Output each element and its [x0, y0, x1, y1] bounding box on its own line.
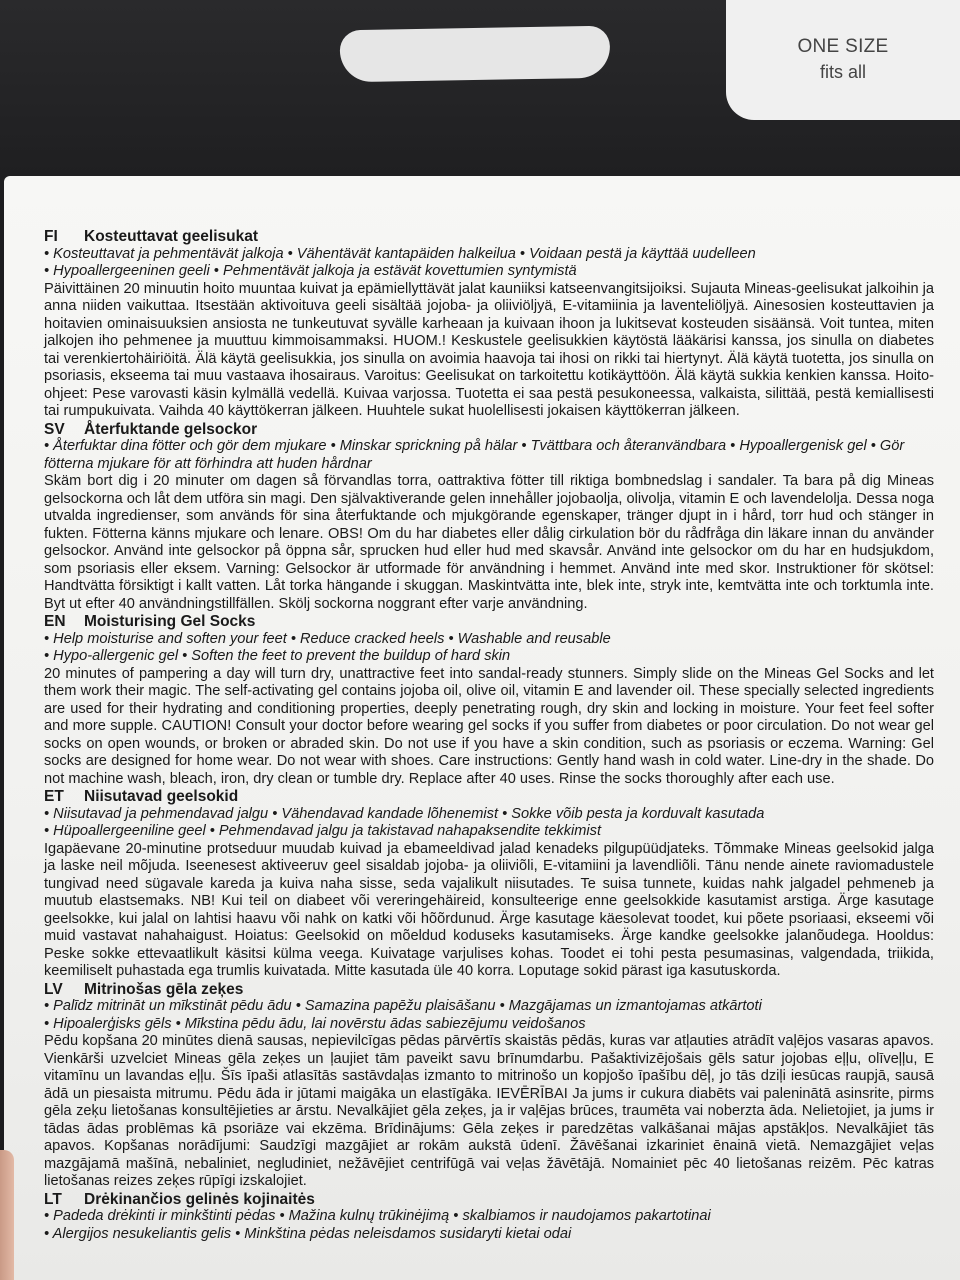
section-en — [44, 613, 934, 788]
bullet-line: • Palīdz mitrināt un mīkstināt pēdu ādu • Samazina papēžu plaisāšanu • Mazgājamas un izmantojamas atkārtoti — [44, 998, 762, 1014]
size-badge — [726, 0, 960, 120]
section-sv — [44, 421, 934, 614]
bullet-line: • Hypoallergeeninen geeli • Pehmentävät jalkoja ja estävät kovettumien syntymistä — [44, 263, 577, 279]
bullet-line: • Hipoalerģisks gēls • Mīkstina pēdu ādu, lai novērstu ādas sabiezējumu veidošanos — [44, 1015, 586, 1032]
bullet-line: • Alergijos nesukeliantis gelis • Minkština pėdas neleisdamos susidaryti kietai odai — [44, 1225, 572, 1242]
language-code: LT — [44, 1190, 62, 1208]
section-fi — [44, 228, 934, 421]
section-heading — [44, 421, 934, 439]
section-body: Pēdu kopšana 20 minūtes dienā sausas, nepievilcīgas pēdas pārvērtīs skaistās pēdās, kuras var atļauties atrādīt vaļējos vasaras apavos. Vienkārši uzvelciet Mineas gēla zeķes un ļaujiet tām paveikt savu brīnumdarbu. Pašaktivizējošais gēls satur jojobas eļļu, olīveļļu, E vitamīnu un lavandas eļļu. Šīs īpaši atlasītās sastāvdaļas izmanto to mitrinošo un kopjošo īpašību dēļ, jo tās dziļi iesūcas raupjā, sausā ādā un piesaista mitrumu. Pēdu āda ir jūtami maigāka un elastīgāka. IEVĒRĪBAI Ja jums ir cukura diabēts vai paleninātā asinsrite, pirms gēla zeķu lietošanas konsultējieties ar ārstu. Nevalkājiet gēla zeķes, ja ir vaļējas brūces, traumēta vai noberzta āda. Nelietojiet, ja jums ir tādas ādas problēmas kā psoriāze vai ekzēma. Brīdinājums: Gēla zeķes ir paredzētas valkāšanai mājas apstākļos. Nevalkājiet tās apavos. Kopšanas norādījumi: Saudzīgi mazgājiet ar rokām aukstā ūdenī. Žāvēšanai izkariniet ēnainā vietā. Nemazgājiet veļas mazgājamā mašīnā, nebaliniet, negludiniet, nežāvējiet centrifūgā vai veļas žāvētājā. Nomainiet pēc 40 lietošanas reizēm. Pēc katras lietošanas reizes zeķes rūpīgi izskalojiet. — [44, 1033, 934, 1189]
bullet-line: • Återfuktar dina fötter och gör dem mjukare • Minskar sprickning på hälar • Tvättbara och återanvändbara • Hypoallergenisk gel • Gör fötterna mjukare för att förhindra att huden hårdnar — [44, 438, 905, 472]
section-lt — [44, 1191, 934, 1244]
section-title: Mitrinošas gēla zeķes — [84, 980, 244, 998]
language-code: FI — [44, 228, 58, 245]
section-title: Kosteuttavat geelisukat — [84, 228, 258, 245]
bullet-line: • Kosteuttavat ja pehmentävät jalkoja • Vähentävät kantapäiden halkeilua • Voidaan pestä ja käyttää uudelleen — [44, 245, 756, 262]
instruction-card — [4, 176, 960, 1280]
language-code: EN — [44, 613, 66, 630]
section-heading — [44, 228, 934, 246]
language-code: ET — [44, 788, 64, 805]
finger-edge — [0, 1150, 14, 1280]
bullet-line: • Padeda drėkinti ir minkštinti pėdas • Mažina kulnų trūkinėjimą • skalbiamos ir naudojamos pakartotinai — [44, 1208, 711, 1224]
bullet-line: • Hüpoallergeeniline geel • Pehmendavad jalgu ja takistavad nahapaksendite tekkimist — [44, 823, 602, 839]
multilingual-text — [44, 228, 934, 1243]
packaging-header — [0, 0, 960, 190]
section-body: Skäm bort dig i 20 minuter om dagen så förvandlas torra, oattraktiva fötter till riktiga bombnedslag i sandaler. Ta bara på dig Mineas gelsockorna och låt dem utföra sin magi. Den självaktiverande gelen innehåller jojobaolja, olivolja, vitamin E och lavendelolja. Dessa noga utvalda ingredienser, som används för sina återfuktande och mjukgörande egenskaper, tränger djupt in i hård, torr hud och stänger in fukten. Fötterna känns mjukare och lenare. OBS! Om du har diabetes eller dålig cirkulation bör du rådfråga din läkare innan du använder gelsockor. Använd inte gelsockor på öppna sår, sprucken hud eller hud med skavsår. Använd inte gelsockor om du har en hudsjukdom, som psoriasis eller eksem. Varning: Gelsockor är utformade för användning i hemmet. Använd inte med skor. Instruktioner för skötsel: Handtvätta försiktigt i kallt vatten. Låt torka hängande i skuggan. Maskintvätta inte, blek inte, stryk inte, kemtvätta inte och torktumla inte. Byt ut efter 40 användningstillfällen. Skölj sockorna noggrant efter varje användning. — [44, 473, 934, 612]
section-title: Återfuktande gelsockor — [84, 420, 258, 438]
section-heading — [44, 788, 934, 806]
hang-hole — [340, 26, 611, 83]
size-badge-line1: ONE SIZE — [797, 36, 889, 57]
bullet-line: • Help moisturise and soften your feet • Reduce cracked heels • Washable and reusable — [44, 630, 611, 647]
bullet-line: • Niisutavad ja pehmendavad jalgu • Vähendavad kandade lõhenemist • Sokke võib pesta ja korduvalt kasutada — [44, 805, 765, 822]
section-body: Päivittäinen 20 minuutin hoito muuntaa kuivat ja epämiellyttävät jalat kauniiksi katseenvangitsijoiksi. Sujauta Mineas-geelisukat jalkoihin ja anna niiden vaikuttaa. Itsestään aktivoituva geeli sisältää jojoba- ja oliiviöljyä, E-vitamiinia ja laventeliöljyä. Ainesosien kosteuttavien ja hoitavien ominaisuuksien ansiosta ne tunkeutuvat syvälle karheaan ja kuivaan ihoon ja lukitsevat kosteuden sisäänsä. Voit tuntea, miten jalkojen iho pehmenee ja muuttuu kimmoisammaksi. HUOM.! Keskustele geelisukkien käytöstä lääkärisi kanssa, jos sinulla on diabetes tai verenkiertohäiriöitä. Älä käytä geelisukkia, jos sinulla on avoimia haavoja tai ihosi on rikki tai hiertynyt. Älä käytä tuotetta, jos sinulla on psoriasis, ekseema tai muu vastaava ihosairaus. Varoitus: Geelisukat on tarkoitettu kotikäyttöön. Älä käytä sukkia kenkien kanssa. Hoito-ohjeet: Pese varovasti käsin kylmällä vedellä. Kuivaa varjossa. Tuotetta ei saa pestä pesukoneessa, valkaista, silittää, pestä kemiallisesti tai rumpukuivata. Vaihda 40 käyttökerran jälkeen. Huuhtele sukat huolellisesti jokaisen käyttökerran jälkeen. — [44, 280, 934, 419]
section-title: Niisutavad geelsokid — [84, 788, 239, 805]
section-heading — [44, 1191, 934, 1209]
size-badge-line2: fits all — [819, 62, 866, 82]
section-body: Igapäevane 20-minutine protseduur muudab kuivad ja ebameeldivad jalad kenadeks pilgupüüdjateks. Tõmmake Mineas geelsokid jalga ja laske neil mõjuda. Iseenesest aktiveeruv geel sisaldab jojoba- ja oliiviõli, E-vitamiini ja lavendliõli. Tänu nende ainete raviomadustele tungivad need sügavale kareda ja kuiva naha sisse, seda vajalikult niisutades. Te suisa tunnete, kuidas nahk jalgadel pehmeneb ja muutub elastsemaks. NB! Kui teil on diabeet või vereringehäireid, konsulteerige enne geelsokkide kasutamist arstiga. Ärge kasutage geelsokke, kui jalal on lahtisi haavu või nahk on katki või hõõrdunud. Ärge kasutage käesolevat toodet, kui põete psoriaasi, ekseemi või muid vastavat nahahaigust. Hoiatus: Geelsokid on mõeldud koduseks kasutamiseks. Ärge kandke geelsokke jalanõudega. Hooldus: Peske sokke ettevaatlikult käsitsi külma veega. Kuivatage varjulises kohas. Toodet ei tohi pesta pesumasinas, valgendada, triikida, keemiliselt puhastada ega trumlis kuivatada. Mitte kasutada üle 40 korra. Loputage sokid pärast iga kasutuskorda. — [44, 840, 934, 979]
language-code: LV — [44, 980, 63, 998]
section-title: Drėkinančios gelinės kojinaitės — [84, 1190, 315, 1208]
section-et — [44, 788, 934, 981]
section-heading — [44, 613, 934, 631]
section-body: 20 minutes of pampering a day will turn dry, unattractive feet into sandal-ready stunners. Simply slide on the Mineas Gel Socks and let them work their magic. The self-activating gel contains jojoba oil, olive oil, vitamin E and lavender oil. These specially selected ingredients are used for their hydrating and conditioning properties, deeply penetrating rough, dry skin and locking in moisture. Your feet feel softer and more supple. CAUTION! Consult your doctor before wearing gel socks if you suffer from diabetes or poor circulation. Do not wear gel socks on open wounds, or broken or abraded skin. Do not use if you have a skin condition, such as psoriasis or eczema. Warning: Gel socks are designed for home wear. Do not wear with shoes. Care instructions: Gently hand wash in cold water. Line-dry in the shade. Do not machine wash, bleach, iron, dry clean or tumble dry. Replace after 40 uses. Rinse the socks thoroughly after each use. — [44, 665, 934, 787]
language-code: SV — [44, 420, 65, 438]
section-heading — [44, 981, 934, 999]
section-title: Moisturising Gel Socks — [84, 613, 256, 630]
section-lv — [44, 981, 934, 1191]
bullet-line: • Hypo-allergenic gel • Soften the feet to prevent the buildup of hard skin — [44, 648, 511, 664]
